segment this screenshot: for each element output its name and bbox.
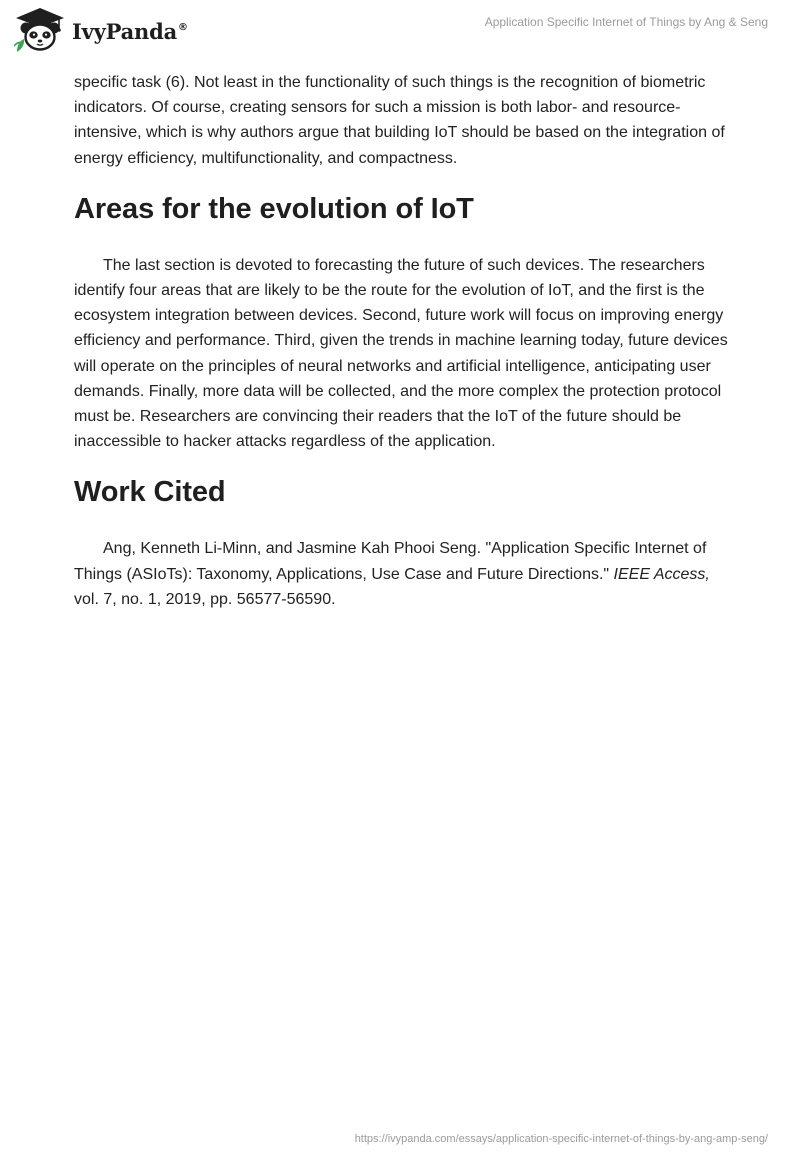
citation-journal: IEEE Access,: [613, 565, 710, 583]
citation-entry: [74, 536, 728, 612]
heading-work-cited: Work Cited: [74, 476, 226, 509]
document-title: Application Specific Internet of Things by Ang & Seng: [484, 15, 768, 29]
citation-details: vol. 7, no. 1, 2019, pp. 56577-56590.: [74, 590, 336, 608]
citation-main: Ang, Kenneth Li-Minn, and Jasmine Kah Phooi Seng. "Application Specific Internet of Things (ASIoTs): Taxonomy, Applications, Use Case and Future Directions.": [74, 540, 707, 583]
brand-name: IvyPanda®: [72, 18, 188, 44]
paragraph-areas: The last section is devoted to forecasting the future of such devices. The researchers identify four areas that are likely to be the route for the evolution of IoT, and the first is the ecosystem integration between devices. Second, future work will focus on improving energy efficiency and performance. Third, given the trends in machine learning today, future devices will operate on the principles of neural networks and artificial intelligence, anticipating user demands. Finally, more data will be collected, and the more complex the protection protocol must be. Researchers are convincing their readers that the IoT of the future should be inaccessible to hacker attacks regardless of the application.: [74, 256, 728, 451]
page-header: [0, 0, 800, 60]
brand-logo[interactable]: [14, 6, 188, 52]
essay-body: [74, 70, 728, 612]
source-url-link[interactable]: https://ivypanda.com/essays/application-specific-internet-of-things-by-ang-amp-seng/: [354, 1133, 768, 1145]
heading-areas-evolution: Areas for the evolution of IoT: [74, 192, 474, 225]
panda-graduate-icon: [14, 6, 66, 52]
paragraph-intro: specific task (6). Not least in the functionality of such things is the recognition of biometric indicators. Of course, creating sensors for such a mission is both labor- and resource-intensive, which is why authors argue that building IoT should be based on the integration of energy efficiency, multifunctionality, and compactness.: [74, 74, 725, 167]
